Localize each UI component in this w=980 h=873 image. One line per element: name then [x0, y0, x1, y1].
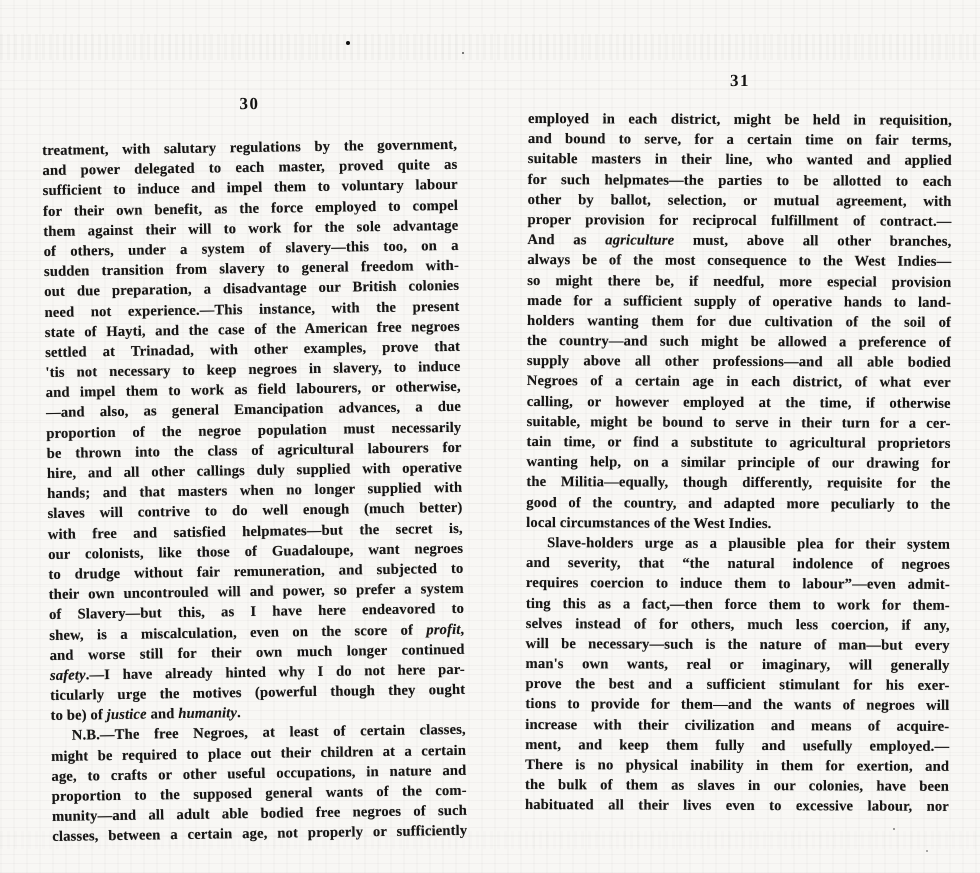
text-segment: for their own benefit, as the force employed to compel	[42, 197, 459, 220]
text-line	[526, 472, 950, 494]
text-line	[525, 715, 949, 737]
text-line	[527, 270, 951, 292]
ink-speck	[926, 850, 928, 852]
text-segment: munity—and all adult able bodied free negroes of such	[51, 802, 468, 826]
text-segment: other by ballot, selection, or mutual agreement, with	[527, 191, 952, 210]
text-line	[527, 311, 951, 333]
text-line	[525, 735, 949, 757]
text-segment: the Militia—equally, though differently, requisite for the	[526, 474, 951, 493]
text-segment: the country—and such might be allowed a preference of	[526, 333, 952, 351]
text-segment: 'tis not necessary to keep negroes in slavery, to induce	[45, 358, 461, 382]
text-segment: and power delegated to each master, proved quite as	[42, 157, 458, 180]
text-line	[527, 371, 951, 393]
text-line	[527, 432, 951, 454]
text-line	[525, 694, 949, 716]
page-number: 30	[239, 94, 260, 114]
text-segment: age, to crafts or other useful occupations, in nature and	[51, 762, 467, 785]
italic-text: safety	[49, 667, 86, 684]
text-segment: and	[146, 706, 179, 723]
text-line	[526, 452, 950, 474]
text-segment: holders wanting them for due cultivation of the soil of	[527, 312, 952, 331]
text-segment: will be necessary—such is the nature of man—but every	[525, 635, 950, 654]
text-segment: tain time, or find a substitute to agricultural proprietors	[526, 433, 951, 452]
text-segment: their own uncontrouled will and power, so prefer a system	[48, 580, 464, 604]
text-line	[526, 634, 950, 656]
scan-noise-band-top	[0, 34, 980, 60]
text-line	[528, 170, 952, 192]
text-line	[528, 190, 952, 212]
text-segment: state of Hayti, and the case of the American free negroes	[44, 318, 460, 341]
text-segment: ting this as a fact,—then force them to work for them-	[525, 595, 950, 614]
ink-speck	[893, 828, 895, 830]
text-line	[527, 392, 951, 414]
text-segment: hire, and all other callings duly supplied with operative	[46, 459, 463, 482]
text-segment: sudden transition from slavery to general freedom with-	[43, 257, 460, 281]
text-segment: might be required to place out their children at a certain	[51, 742, 467, 765]
italic-text: justice	[106, 706, 147, 724]
text-segment: Negroes of a certain age in each district, of what ever	[526, 373, 951, 392]
text-segment: ment, and keep them fully and usefully employed.—	[525, 736, 950, 755]
text-segment: for such helpmates—the parties to be allotted to each	[527, 171, 952, 190]
text-segment: selves instead of for others, much less coercion, if any,	[525, 615, 950, 634]
page-number: 31	[729, 70, 751, 91]
text-segment: and severity, that “the natural indolence of negroes	[525, 555, 951, 573]
text-segment: prove the best and a sufficient stimulant for his exer-	[525, 676, 950, 695]
text-segment: .—I have already hinted why I do not here par-	[85, 661, 466, 684]
text-segment: proper provision for reciprocal fulfillment of contract.—	[527, 211, 952, 230]
text-segment: proportion to the supposed general wants of the com-	[51, 782, 467, 805]
text-segment: man's own wants, real or imaginary, will generally	[525, 656, 950, 674]
text-segment: requires coercion to induce them to labour”—even admit-	[525, 575, 950, 594]
ink-speck	[346, 41, 350, 45]
text-segment: be thrown into the class of agricultural labourers for	[46, 439, 462, 462]
text-segment: .	[236, 705, 242, 722]
text-segment: to drudge without fair remuneration, and subjected to	[48, 560, 464, 583]
text-segment: ,	[460, 621, 465, 638]
text-line	[527, 291, 951, 313]
text-segment: settled at Trinadad, with other examples, prove that	[45, 338, 461, 361]
italic-text: humanity	[178, 705, 238, 723]
text-segment: and impel them to work as field labourers, or otherwise,	[45, 379, 461, 402]
text-segment: of others, under a system of slavery—this too, on a	[43, 237, 459, 260]
text-segment: must, above all other branches,	[674, 232, 952, 250]
text-segment: proportion of the negroe population must necessarily	[46, 419, 462, 442]
page-body	[525, 109, 952, 817]
text-line	[527, 351, 951, 373]
text-segment: good of the country, and adapted more peculiarly to the	[526, 494, 951, 513]
text-line	[526, 553, 950, 575]
text-segment: —and also, as general Emancipation advances, a due	[45, 399, 462, 422]
text-segment: And as	[527, 232, 606, 249]
text-segment: employed in each district, might be held in requisition,	[527, 110, 952, 129]
text-segment: shew, is a miscalculation, even on the score of	[49, 621, 427, 644]
italic-text: profit	[426, 621, 461, 638]
text-segment: increase with their civilization and means of acquire-	[525, 716, 950, 735]
text-segment: so might there be, if needful, more especial provision	[527, 272, 952, 291]
text-segment: supply above all other professions—and all able bodied	[526, 353, 951, 372]
page-body	[42, 135, 467, 848]
text-segment: wanting help, on a similar principle of our drawing for	[526, 454, 951, 473]
text-line	[527, 331, 951, 353]
text-line	[527, 412, 951, 434]
text-segment: There is no physical inability in them for exertion, and	[525, 756, 950, 775]
text-line	[526, 654, 950, 676]
text-segment: to be) of	[50, 707, 107, 725]
text-segment: and worse still for their own much longer continued	[49, 641, 465, 664]
text-segment: N.B.—The free Negroes, at least of certain classes,	[71, 722, 466, 745]
text-segment: Slave-holders urge as a plausible plea for their system	[547, 535, 951, 553]
text-line	[526, 513, 950, 535]
ink-speck	[462, 52, 464, 54]
text-line	[527, 230, 951, 252]
text-segment: suitable, might be bound to serve in their turn for a cer-	[526, 413, 951, 432]
text-line	[528, 109, 952, 131]
text-line	[528, 149, 952, 171]
text-line	[527, 250, 951, 272]
text-line	[526, 573, 950, 595]
text-segment: ticularly urge the motives (powerful though they ought	[50, 681, 466, 705]
text-segment: classes, between a certain age, not properly or sufficiently	[52, 823, 468, 846]
text-line	[527, 210, 951, 232]
text-line	[528, 129, 952, 151]
text-line	[525, 674, 949, 696]
text-segment: habituated all their lives even to excessive labour, nor	[524, 797, 949, 816]
text-segment: treatment, with salutary regulations by the government,	[42, 136, 458, 159]
text-segment: and bound to serve, for a certain time on fair terms,	[527, 131, 952, 150]
text-line	[525, 755, 949, 777]
text-line	[526, 593, 950, 615]
text-segment: the bulk of them as slaves in our colonies, have been	[525, 777, 950, 796]
text-segment: sufficient to induce and impel them to voluntary labour	[42, 177, 458, 200]
italic-text: agriculture	[605, 232, 675, 249]
text-segment: slaves will contrive to do well enough (much better)	[47, 500, 463, 523]
text-segment: out due preparation, a disadvantage our British colonies	[44, 278, 460, 301]
text-line	[526, 533, 950, 555]
text-segment: with free and satisfied helpmates—but the secret is,	[47, 520, 463, 543]
text-segment: hands; and that masters when no longer supplied with	[47, 479, 463, 503]
text-segment: suitable masters in their line, who wanted and applied	[527, 151, 952, 170]
text-segment: local circumstances of the West Indies.	[526, 514, 772, 532]
text-line	[526, 493, 950, 515]
text-segment: made for a sufficient supply of operative hands to land-	[527, 292, 952, 311]
text-segment: our colonists, like those of Guadaloupe, want negroes	[48, 540, 464, 563]
text-segment: need not experience.—This instance, with the present	[44, 298, 460, 321]
text-line	[525, 795, 949, 817]
text-segment: them against their will to work for the sole advantage	[43, 217, 459, 240]
text-segment: tions to provide for them—and the wants of negroes will	[525, 696, 950, 715]
text-segment: always be of the most consequence to the West Indies—	[527, 252, 952, 271]
text-segment: of Slavery—but this, as I have here endeavored to	[48, 601, 465, 624]
text-segment: calling, or however employed at the time, if otherwise	[526, 393, 951, 412]
text-line	[525, 775, 949, 797]
text-line	[526, 614, 950, 636]
